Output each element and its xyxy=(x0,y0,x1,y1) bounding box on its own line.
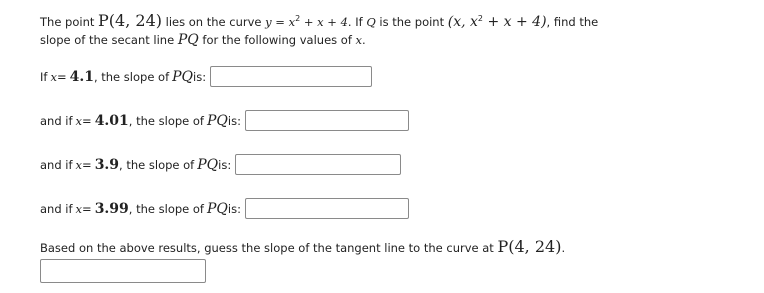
question-1-value: 4.1 xyxy=(69,68,94,85)
intro-text-a: The point xyxy=(40,14,99,29)
question-row-3 xyxy=(40,154,401,175)
slope-answer-input-1[interactable] xyxy=(210,66,372,87)
slope-answer-input-4[interactable] xyxy=(245,198,409,219)
question-2-eq: = xyxy=(82,113,92,128)
question-4-eq: = xyxy=(82,201,92,216)
curve-exponent: 2 xyxy=(295,14,301,23)
question-2-value: 4.01 xyxy=(94,112,129,129)
question-3-prefix: and if xyxy=(40,157,73,172)
question-4-suffix: is: xyxy=(227,201,241,216)
question-3-mid: , the slope of xyxy=(119,157,195,172)
x-variable: x xyxy=(355,33,363,47)
question-2-pq: PQ xyxy=(206,112,228,129)
intro-text-e: , find the xyxy=(546,14,599,29)
question-2-prefix: and if xyxy=(40,113,73,128)
tangent-question xyxy=(40,238,565,257)
question-3-var: x xyxy=(75,157,83,172)
question-4-value: 3.99 xyxy=(94,200,129,217)
curve-rest: + x + 4 xyxy=(300,14,348,29)
tangent-text: Based on the above results, guess the slope of the tangent line to the curve at xyxy=(40,241,498,255)
question-1-pq: PQ xyxy=(172,68,194,85)
question-1-mid: , the slope of xyxy=(93,69,170,84)
q-point-a: (x, x xyxy=(447,13,478,30)
slope-answer-input-3[interactable] xyxy=(235,154,401,175)
question-4-prefix: and if xyxy=(40,201,73,216)
line2-text-b: for the following values of xyxy=(198,33,356,47)
question-row-2 xyxy=(40,110,409,131)
question-1-eq: = xyxy=(56,69,67,84)
curve-y: y = x xyxy=(265,14,296,29)
question-3-value: 3.9 xyxy=(94,156,120,173)
question-row-4 xyxy=(40,198,409,219)
question-2-suffix: is: xyxy=(227,113,241,128)
q-point-exponent: 2 xyxy=(477,14,484,23)
slope-answer-input-2[interactable] xyxy=(245,110,409,131)
question-4-mid: , the slope of xyxy=(128,201,204,216)
question-3-eq: = xyxy=(82,157,92,172)
question-4-pq: PQ xyxy=(206,200,228,217)
question-row-1 xyxy=(40,66,372,87)
intro-text-b: lies on the curve xyxy=(162,14,266,29)
pq-label: PQ xyxy=(177,32,199,48)
question-1-var: x xyxy=(50,69,57,84)
question-2-var: x xyxy=(75,113,83,128)
question-4-var: x xyxy=(75,201,83,216)
tangent-slope-answer-input[interactable] xyxy=(40,259,206,283)
question-3-suffix: is: xyxy=(218,157,232,172)
question-1-suffix: is: xyxy=(193,69,207,84)
question-2-mid: , the slope of xyxy=(128,113,204,128)
question-3-pq: PQ xyxy=(197,156,219,173)
q-variable: Q xyxy=(366,14,376,29)
line2-period: . xyxy=(362,33,366,47)
q-point-b: + x + 4) xyxy=(483,13,547,30)
intro-text-c: . If xyxy=(347,14,367,29)
intro-text-d: is the point xyxy=(375,14,448,29)
tangent-point: P(4, 24) xyxy=(497,237,562,256)
line2-text-a: slope of the secant line xyxy=(40,33,178,47)
question-1-prefix: If xyxy=(40,69,48,84)
problem-statement-line-2 xyxy=(40,31,366,49)
point-p: P(4, 24) xyxy=(98,10,162,30)
tangent-period: . xyxy=(561,241,566,255)
problem-statement-line-1 xyxy=(40,10,598,31)
